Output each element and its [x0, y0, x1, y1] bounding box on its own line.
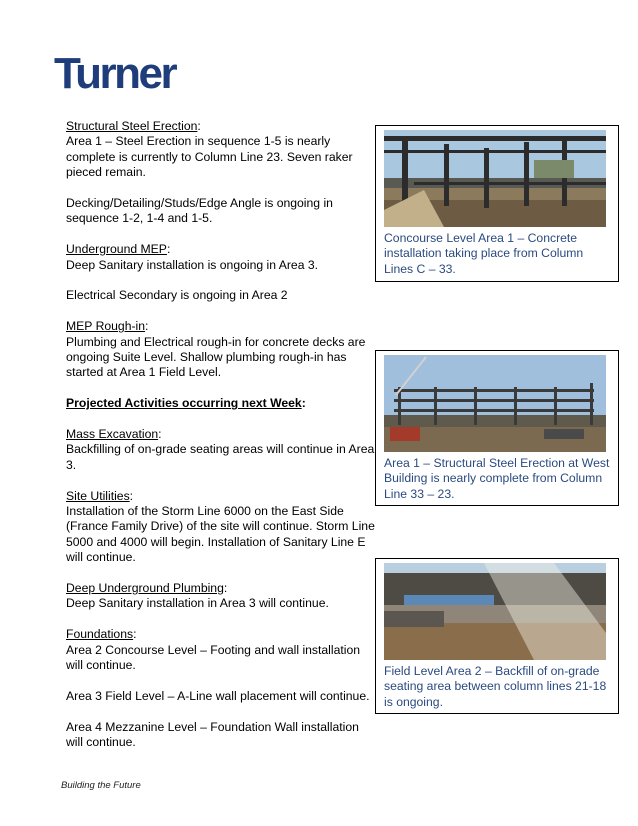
photo-box-2: [375, 350, 619, 506]
foundations-text-1: Area 2 Concourse Level – Footing and wall installation will continue.: [66, 642, 361, 673]
photo-concourse-concrete: [384, 130, 606, 227]
underground-mep-text-1: Deep Sanitary installation is ongoing in Area 3.: [66, 257, 319, 272]
photo-field-backfill: [384, 563, 606, 660]
foundations-section-2: [66, 689, 376, 704]
underground-mep-text-2: Electrical Secondary is ongoing in Area 2: [66, 288, 288, 303]
site-utilities-heading: Site Utilities: [66, 488, 130, 503]
foundations-heading: Foundations: [66, 627, 134, 642]
mass-excavation-text-1: Backfilling of on-grade seating areas will continue in Area 3.: [66, 442, 375, 472]
photo-box-1: [375, 125, 619, 282]
projected-heading: Projected Activities occurring next Week: [66, 396, 302, 411]
mep-roughin-text-1: Plumbing and Electrical rough-in for concrete decks are ongoing Suite Level. Shallow plumbing rough-in has started at Area 1 Field Level.: [66, 334, 366, 380]
deep-plumbing-section: Deep Underground Plumbing: Deep Sanitary installation in Area 3 will continue.: [66, 581, 329, 611]
turner-logo: Turner: [54, 49, 176, 98]
underground-mep-section: Underground MEP: Deep Sanitary installation is ongoing in Area 3.: [66, 242, 319, 272]
foundations-section-3: [66, 720, 376, 751]
deep-plumbing-heading: Deep Underground Plumbing: [66, 581, 224, 596]
foundations-text-2: Area 3 Field Level – A-Line wall placement will continue.: [66, 688, 370, 703]
photo-caption-3: Field Level Area 2 – Backfill of on-grade seating area between column lines 21-18 is ongoing.: [384, 664, 607, 709]
photo-steel-erection: [384, 355, 606, 452]
mep-roughin-section: MEP Rough-in: Plumbing and Electrical rough-in for concrete decks are ongoing Suite Level. Shallow plumbing rough-in has started at Area 1 Field Level.: [66, 319, 366, 380]
report-body: [66, 119, 376, 766]
underground-mep-section-2: [66, 288, 376, 303]
site-utilities-section: Site Utilities: Installation of the Storm Line 6000 on the East Side (France Family Drive) of the site will continue. Storm Line 5000 and 4000 will begin. Installation of Sanitary Line E will continue.: [66, 488, 375, 565]
steel-text-1: Area 1 – Steel Erection in sequence 1-5 is nearly complete is currently to Column Line 23. Seven raker pieced remain.: [66, 134, 353, 180]
photo-box-3: [375, 558, 619, 714]
site-utilities-text-1: Installation of the Storm Line 6000 on the East Side (France Family Drive) of the site will continue. Storm Line 5000 and 4000 will begin. Installation of Sanitary Line E will continue.: [66, 504, 375, 565]
steel-section: Structural Steel Erection: Area 1 – Steel Erection in sequence 1-5 is nearly complete is currently to Column Line 23. Seven raker pieced remain.: [66, 119, 353, 180]
projected-section: Projected Activities occurring next Week:: [66, 396, 306, 411]
deep-plumbing-text-1: Deep Sanitary installation in Area 3 will continue.: [66, 596, 329, 611]
photo-caption-1: Concourse Level Area 1 – Concrete installation taking place from Column Lines C – 33.: [384, 231, 584, 276]
steel-section-2: [66, 196, 376, 227]
foundations-text-3: Area 4 Mezzanine Level – Foundation Wall installation will continue.: [66, 719, 359, 750]
mass-excavation-section: Mass Excavation: Backfilling of on-grade seating areas will continue in Area 3.: [66, 427, 375, 472]
mep-roughin-heading: MEP Rough-in: [66, 319, 146, 334]
steel-text-2: Decking/Detailing/Studs/Edge Angle is ongoing in sequence 1-2, 1-4 and 1-5.: [66, 196, 333, 226]
photo-caption-2: Area 1 – Structural Steel Erection at West Building is nearly complete from Column Line 33 – 23.: [384, 456, 610, 501]
underground-mep-heading: Underground MEP: [66, 242, 167, 257]
foundations-section: Foundations: Area 2 Concourse Level – Footing and wall installation will continue.: [66, 627, 361, 673]
steel-heading: Structural Steel Erection: [66, 119, 198, 133]
mass-excavation-heading: Mass Excavation: [66, 427, 159, 442]
footer-tagline: Building the Future: [61, 780, 141, 791]
